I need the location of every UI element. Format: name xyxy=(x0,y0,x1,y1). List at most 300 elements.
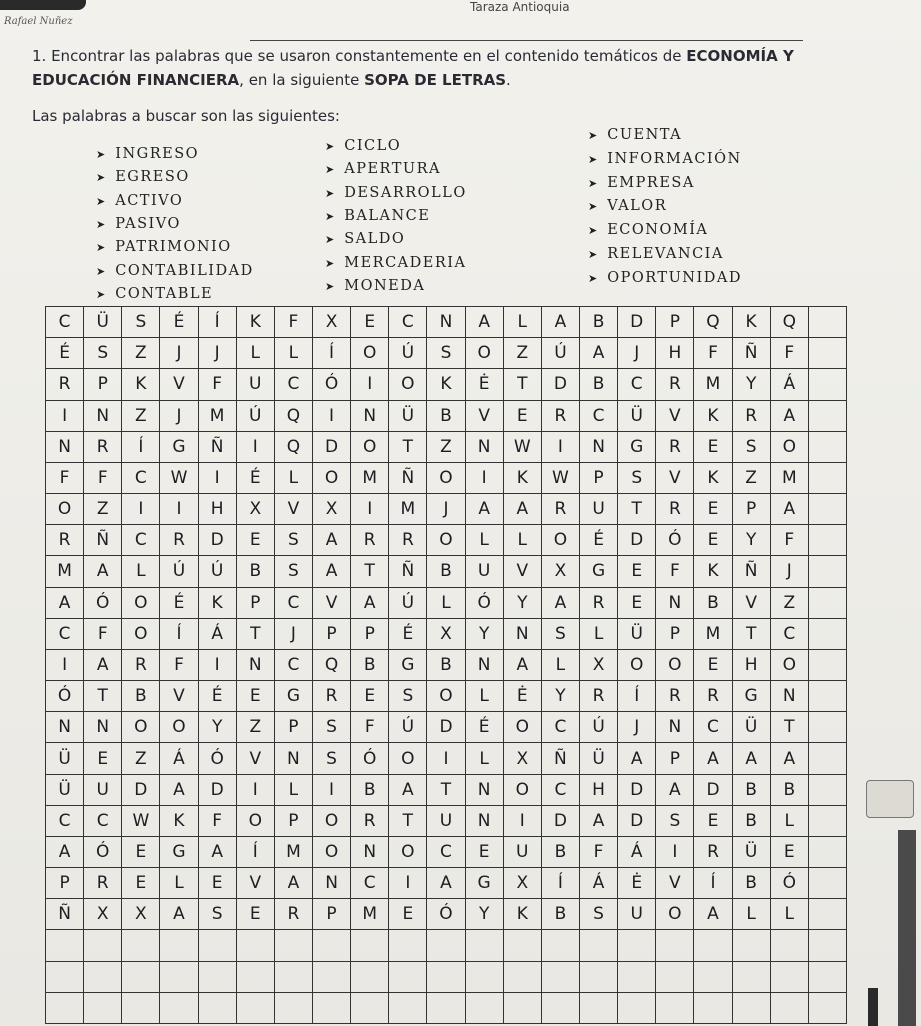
word-list-label: ACTIVO xyxy=(115,192,184,209)
grid-cell: O xyxy=(313,837,351,868)
grid-cell: R xyxy=(656,432,694,463)
grid-cell: M xyxy=(351,463,389,494)
grid-cell: I xyxy=(351,494,389,525)
grid-cell: K xyxy=(199,588,237,619)
grid-cell xyxy=(46,993,84,1024)
grid-cell: F xyxy=(771,338,809,369)
grid-cell: O xyxy=(427,681,465,712)
word-list-intro: Las palabras a buscar son las siguientes: xyxy=(32,107,340,125)
grid-cell: S xyxy=(389,681,427,712)
grid-cell: P xyxy=(656,619,694,650)
grid-cell: R xyxy=(313,681,351,712)
grid-cell: L xyxy=(580,619,618,650)
grid-cell: S xyxy=(313,743,351,774)
word-list-label: RELEVANCIA xyxy=(607,246,724,262)
grid-cell xyxy=(809,775,847,806)
grid-cell: L xyxy=(504,525,542,556)
grid-cell: Y xyxy=(466,899,504,930)
grid-cell: A xyxy=(542,307,580,338)
word-list-item xyxy=(588,270,742,286)
grid-cell xyxy=(809,307,847,338)
word-list-label: INFORMACIÓN xyxy=(607,150,742,167)
grid-cell: A xyxy=(313,525,351,556)
grid-cell: O xyxy=(313,463,351,494)
grid-cell: Ñ xyxy=(46,899,84,930)
grid-cell: N xyxy=(275,743,313,774)
grid-cell: Z xyxy=(122,401,160,432)
grid-cell xyxy=(809,681,847,712)
instructions-text-e: . xyxy=(506,71,511,89)
grid-cell: A xyxy=(466,494,504,525)
grid-cell: F xyxy=(351,712,389,743)
grid-cell: R xyxy=(694,681,732,712)
grid-cell: I xyxy=(199,650,237,681)
grid-cell: V xyxy=(733,588,771,619)
grid-cell: L xyxy=(466,525,504,556)
grid-cell xyxy=(466,962,504,993)
grid-cell: Ü xyxy=(580,743,618,774)
grid-cell: U xyxy=(580,494,618,525)
grid-cell: W xyxy=(122,806,160,837)
grid-cell: A xyxy=(771,494,809,525)
grid-cell xyxy=(351,993,389,1024)
grid-cell xyxy=(389,993,427,1024)
grid-cell: J xyxy=(160,401,198,432)
word-list-item xyxy=(588,198,667,214)
grid-cell: S xyxy=(313,712,351,743)
grid-cell xyxy=(160,930,198,961)
grid-cell xyxy=(122,993,160,1024)
stamp-graphic xyxy=(866,780,914,818)
grid-cell: K xyxy=(160,806,198,837)
grid-cell: W xyxy=(160,463,198,494)
grid-cell: E xyxy=(351,307,389,338)
grid-cell xyxy=(809,743,847,774)
grid-cell: B xyxy=(237,556,275,587)
grid-cell: Ñ xyxy=(389,556,427,587)
grid-cell: H xyxy=(733,650,771,681)
grid-cell: K xyxy=(504,899,542,930)
grid-cell: S xyxy=(275,525,313,556)
instructions-text-c: , en la siguiente xyxy=(239,71,365,89)
grid-cell xyxy=(809,868,847,899)
grid-cell: B xyxy=(771,775,809,806)
grid-cell: Ü xyxy=(618,401,656,432)
grid-cell xyxy=(275,930,313,961)
grid-cell: A xyxy=(160,899,198,930)
grid-cell: Ó xyxy=(656,525,694,556)
grid-cell: M xyxy=(694,369,732,400)
grid-cell xyxy=(809,899,847,930)
grid-cell xyxy=(771,930,809,961)
grid-cell: R xyxy=(46,369,84,400)
grid-cell: É xyxy=(237,463,275,494)
grid-cell: L xyxy=(427,588,465,619)
grid-cell: U xyxy=(84,775,122,806)
grid-cell: E xyxy=(389,899,427,930)
grid-cell: J xyxy=(160,338,198,369)
word-list-item xyxy=(96,146,199,162)
word-list-label: CONTABLE xyxy=(115,285,214,302)
grid-cell: A xyxy=(580,338,618,369)
grid-cell: O xyxy=(504,712,542,743)
grid-cell: A xyxy=(389,775,427,806)
grid-cell: R xyxy=(46,525,84,556)
grid-cell: M xyxy=(199,401,237,432)
grid-cell: R xyxy=(694,837,732,868)
word-list-label: VALOR xyxy=(607,198,668,215)
grid-cell: U xyxy=(504,837,542,868)
grid-cell: Z xyxy=(427,432,465,463)
grid-cell xyxy=(809,338,847,369)
arrow-bullet-icon: ➤ xyxy=(96,148,106,161)
word-search-grid xyxy=(45,306,847,1024)
grid-cell xyxy=(313,962,351,993)
grid-cell: N xyxy=(351,401,389,432)
grid-cell: E xyxy=(199,868,237,899)
grid-cell xyxy=(733,993,771,1024)
grid-cell: S xyxy=(427,338,465,369)
grid-cell: G xyxy=(580,556,618,587)
grid-cell: E xyxy=(694,806,732,837)
word-list-label: PATRIMONIO xyxy=(115,239,232,256)
grid-cell: A xyxy=(694,743,732,774)
arrow-bullet-icon: ➤ xyxy=(96,217,106,231)
grid-cell: Ó xyxy=(199,743,237,774)
grid-cell: B xyxy=(694,588,732,619)
grid-cell: Q xyxy=(771,307,809,338)
grid-cell: J xyxy=(199,338,237,369)
grid-cell: Y xyxy=(733,369,771,400)
grid-cell: X xyxy=(504,868,542,899)
grid-cell: J xyxy=(618,712,656,743)
grid-cell: M xyxy=(694,619,732,650)
grid-cell: O xyxy=(466,338,504,369)
grid-cell: X xyxy=(237,494,275,525)
grid-cell: A xyxy=(351,588,389,619)
grid-cell: B xyxy=(427,556,465,587)
grid-cell xyxy=(809,650,847,681)
grid-cell: R xyxy=(389,525,427,556)
grid-cell: Í xyxy=(618,681,656,712)
grid-cell: Ó xyxy=(46,681,84,712)
grid-cell xyxy=(351,930,389,961)
grid-cell: L xyxy=(542,650,580,681)
grid-cell: N xyxy=(656,588,694,619)
grid-cell xyxy=(427,962,465,993)
grid-cell: M xyxy=(46,556,84,587)
grid-cell: Á xyxy=(580,868,618,899)
grid-cell: F xyxy=(199,369,237,400)
grid-cell xyxy=(656,993,694,1024)
grid-cell xyxy=(275,993,313,1024)
grid-cell: L xyxy=(771,899,809,930)
grid-cell: F xyxy=(275,307,313,338)
grid-cell: A xyxy=(580,806,618,837)
grid-cell xyxy=(427,993,465,1024)
grid-cell: O xyxy=(122,588,160,619)
grid-cell xyxy=(809,401,847,432)
grid-cell: Á xyxy=(160,743,198,774)
grid-cell: A xyxy=(199,837,237,868)
grid-cell xyxy=(809,962,847,993)
grid-cell: N xyxy=(351,837,389,868)
grid-cell: É xyxy=(199,681,237,712)
arrow-bullet-icon: ➤ xyxy=(325,233,335,247)
grid-cell xyxy=(160,993,198,1024)
grid-cell: C xyxy=(427,837,465,868)
grid-cell xyxy=(580,993,618,1024)
arrow-bullet-icon: ➤ xyxy=(325,163,335,177)
grid-cell xyxy=(656,930,694,961)
grid-cell: Z xyxy=(122,338,160,369)
grid-cell xyxy=(84,993,122,1024)
grid-cell: C xyxy=(694,712,732,743)
grid-cell: O xyxy=(351,432,389,463)
grid-cell: K xyxy=(733,307,771,338)
grid-cell: I xyxy=(46,650,84,681)
grid-cell: B xyxy=(733,868,771,899)
grid-cell: M xyxy=(771,463,809,494)
grid-cell: W xyxy=(504,432,542,463)
grid-cell: R xyxy=(84,432,122,463)
grid-cell: E xyxy=(237,899,275,930)
grid-cell: G xyxy=(275,681,313,712)
grid-cell: G xyxy=(618,432,656,463)
grid-cell: O xyxy=(122,619,160,650)
word-list-label: EMPRESA xyxy=(607,174,695,191)
grid-cell: J xyxy=(618,338,656,369)
grid-cell: O xyxy=(618,650,656,681)
word-list-item xyxy=(588,175,695,191)
grid-cell: Ú xyxy=(389,712,427,743)
grid-cell: C xyxy=(542,775,580,806)
grid-cell xyxy=(199,993,237,1024)
grid-cell: N xyxy=(46,432,84,463)
grid-cell: I xyxy=(160,494,198,525)
grid-cell: B xyxy=(580,307,618,338)
grid-cell: Z xyxy=(504,338,542,369)
grid-cell: R xyxy=(122,650,160,681)
grid-cell: Z xyxy=(84,494,122,525)
grid-cell: D xyxy=(618,307,656,338)
grid-cell: Ü xyxy=(84,307,122,338)
grid-cell: S xyxy=(84,338,122,369)
word-list-label: OPORTUNIDAD xyxy=(607,269,742,286)
grid-cell: C xyxy=(542,712,580,743)
grid-cell xyxy=(504,962,542,993)
grid-cell xyxy=(656,962,694,993)
grid-cell: R xyxy=(351,806,389,837)
grid-cell: U xyxy=(427,806,465,837)
top-dark-tab xyxy=(0,0,86,10)
grid-cell xyxy=(122,930,160,961)
arrow-bullet-icon: ➤ xyxy=(325,186,335,200)
grid-cell: M xyxy=(275,837,313,868)
grid-cell: É xyxy=(466,712,504,743)
grid-cell: V xyxy=(504,556,542,587)
word-list-item xyxy=(96,193,183,209)
grid-cell: F xyxy=(46,463,84,494)
grid-cell: E xyxy=(122,837,160,868)
grid-cell: D xyxy=(542,806,580,837)
grid-cell xyxy=(694,962,732,993)
arrow-bullet-icon: ➤ xyxy=(96,194,106,208)
arrow-bullet-icon: ➤ xyxy=(325,279,335,293)
grid-cell: N xyxy=(46,712,84,743)
grid-cell: Ú xyxy=(389,338,427,369)
grid-cell: A xyxy=(46,588,84,619)
grid-cell: B xyxy=(580,369,618,400)
grid-cell: N xyxy=(466,775,504,806)
grid-cell: R xyxy=(542,494,580,525)
grid-cell: K xyxy=(504,463,542,494)
grid-cell: D xyxy=(694,775,732,806)
grid-cell: N xyxy=(466,806,504,837)
grid-cell: T xyxy=(389,806,427,837)
word-list-label: APERTURA xyxy=(344,161,441,178)
grid-cell: Ė xyxy=(504,681,542,712)
grid-cell: X xyxy=(313,307,351,338)
grid-cell: C xyxy=(771,619,809,650)
grid-cell xyxy=(809,525,847,556)
grid-cell: R xyxy=(580,588,618,619)
arrow-bullet-icon: ➤ xyxy=(588,271,598,285)
grid-cell: O xyxy=(542,525,580,556)
grid-cell xyxy=(84,962,122,993)
grid-cell: D xyxy=(542,369,580,400)
grid-cell: G xyxy=(389,650,427,681)
grid-cell: H xyxy=(580,775,618,806)
page-edge-shadow xyxy=(898,830,916,1026)
grid-cell: B xyxy=(733,775,771,806)
grid-cell: H xyxy=(199,494,237,525)
grid-cell: N xyxy=(504,619,542,650)
grid-cell: L xyxy=(771,806,809,837)
grid-cell: É xyxy=(160,307,198,338)
page-corner-shadow xyxy=(868,988,878,1026)
grid-cell: Í xyxy=(694,868,732,899)
grid-cell: J xyxy=(771,556,809,587)
grid-cell: Ñ xyxy=(733,338,771,369)
grid-cell: X xyxy=(122,899,160,930)
grid-cell: S xyxy=(122,307,160,338)
grid-cell: P xyxy=(275,712,313,743)
grid-cell: R xyxy=(84,868,122,899)
grid-cell xyxy=(199,962,237,993)
grid-cell: B xyxy=(427,650,465,681)
grid-cell: I xyxy=(199,463,237,494)
arrow-bullet-icon: ➤ xyxy=(588,129,598,142)
grid-cell: Z xyxy=(122,743,160,774)
grid-cell: L xyxy=(466,681,504,712)
grid-cell xyxy=(809,494,847,525)
grid-cell: Ü xyxy=(46,775,84,806)
grid-cell: V xyxy=(275,494,313,525)
grid-cell: C xyxy=(46,619,84,650)
grid-cell: O xyxy=(504,775,542,806)
grid-cell xyxy=(466,930,504,961)
grid-cell: V xyxy=(656,463,694,494)
grid-cell: B xyxy=(122,681,160,712)
grid-cell xyxy=(694,930,732,961)
grid-cell: I xyxy=(313,775,351,806)
word-list-item xyxy=(325,278,425,294)
grid-cell: G xyxy=(733,681,771,712)
grid-cell: Y xyxy=(733,525,771,556)
grid-cell: E xyxy=(694,525,732,556)
grid-cell: E xyxy=(694,432,732,463)
grid-cell: F xyxy=(694,338,732,369)
grid-cell: R xyxy=(733,401,771,432)
grid-cell: Ñ xyxy=(389,463,427,494)
grid-cell xyxy=(809,993,847,1024)
word-list-label: SALDO xyxy=(344,231,406,248)
grid-cell: C xyxy=(46,806,84,837)
grid-cell xyxy=(542,930,580,961)
grid-cell: D xyxy=(199,525,237,556)
word-list-item xyxy=(325,208,430,224)
grid-cell: B xyxy=(351,775,389,806)
grid-cell: S xyxy=(275,556,313,587)
grid-cell: N xyxy=(771,681,809,712)
grid-cell: O xyxy=(122,712,160,743)
grid-cell: I xyxy=(427,743,465,774)
grid-cell: Ü xyxy=(618,619,656,650)
grid-cell: E xyxy=(771,837,809,868)
grid-cell: O xyxy=(656,899,694,930)
grid-cell: O xyxy=(427,525,465,556)
grid-cell: N xyxy=(313,868,351,899)
grid-cell xyxy=(809,837,847,868)
grid-cell: E xyxy=(694,494,732,525)
grid-cell xyxy=(618,930,656,961)
grid-cell xyxy=(809,369,847,400)
word-list-item xyxy=(96,239,232,255)
arrow-bullet-icon: ➤ xyxy=(325,140,335,153)
grid-cell: G xyxy=(160,432,198,463)
grid-cell: C xyxy=(122,463,160,494)
grid-cell xyxy=(275,962,313,993)
grid-cell: Ü xyxy=(733,837,771,868)
grid-cell: S xyxy=(618,463,656,494)
grid-cell xyxy=(84,930,122,961)
grid-cell: N xyxy=(466,432,504,463)
word-list-item xyxy=(588,127,682,143)
grid-cell: O xyxy=(771,432,809,463)
grid-cell xyxy=(580,930,618,961)
grid-cell: Ú xyxy=(199,556,237,587)
grid-cell: Ü xyxy=(733,712,771,743)
grid-cell: C xyxy=(618,369,656,400)
grid-cell xyxy=(237,930,275,961)
grid-cell: B xyxy=(427,401,465,432)
grid-cell: P xyxy=(656,743,694,774)
grid-cell: R xyxy=(656,681,694,712)
grid-cell: I xyxy=(237,775,275,806)
word-list-item xyxy=(325,185,467,201)
grid-cell: A xyxy=(427,868,465,899)
grid-cell: P xyxy=(84,369,122,400)
grid-cell: Z xyxy=(771,588,809,619)
grid-cell: Ñ xyxy=(542,743,580,774)
grid-cell: A xyxy=(275,868,313,899)
grid-cell: V xyxy=(237,868,275,899)
grid-cell xyxy=(313,930,351,961)
grid-cell: M xyxy=(389,494,427,525)
grid-cell: Ó xyxy=(351,743,389,774)
grid-cell: E xyxy=(237,525,275,556)
